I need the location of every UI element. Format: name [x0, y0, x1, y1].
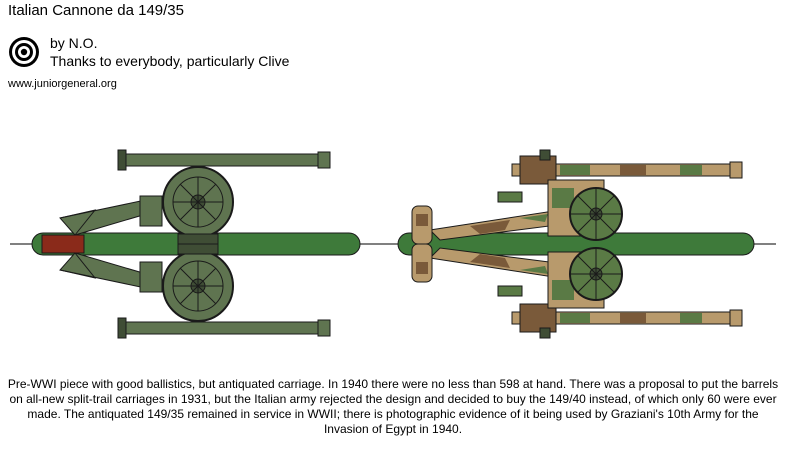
- camo-gun-lower: [412, 244, 742, 338]
- olive-trail-end: [42, 235, 84, 253]
- camo-gun-upper: [412, 150, 742, 244]
- author-byline: by N.O.: [50, 35, 98, 51]
- page-title: Italian Cannone da 149/35: [8, 2, 184, 19]
- olive-barrel-upper: [118, 154, 328, 166]
- olive-gun-group: [32, 150, 360, 338]
- description-text: Pre-WWI piece with good ballistics, but antiquated carriage. In 1940 there were no less than 598 at hand. There was a proposal to put the barrels on all-new split-trail carriages in 1931, but the Italian army rejected the design and decided to buy the 149/40 instead, of which only 60 were ever made. The antiquated 149/35 remained in service in WWII; there is photographic evidence of it being used by Graziani's 10th Army for the Invasion of Egypt in 1940.: [7, 377, 779, 436]
- concentric-circles-logo-icon: [8, 36, 40, 68]
- camo-gun-group: [398, 150, 754, 338]
- olive-gun-lower: [60, 244, 330, 338]
- site-url: www.juniorgeneral.org: [8, 78, 117, 90]
- gun-artwork: [0, 140, 786, 360]
- thanks-line: Thanks to everybody, particularly Clive: [50, 53, 290, 69]
- olive-gun-upper: [60, 150, 330, 244]
